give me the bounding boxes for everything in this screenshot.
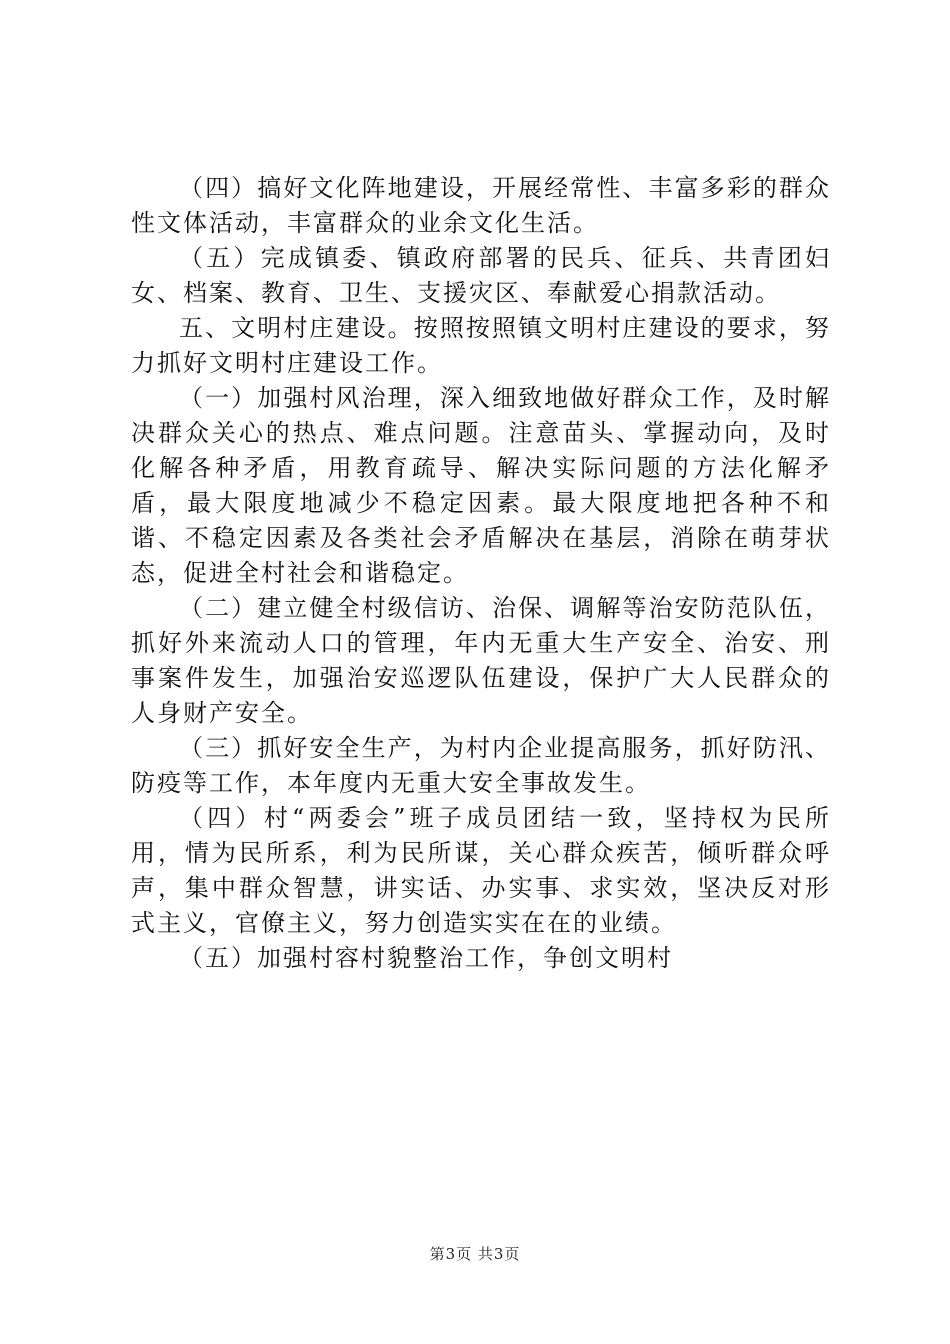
section-heading-civilized-village: 五、文明村庄建设。按照按照镇文明村庄建设的要求，努力抓好文明村庄建设工作。 [131,314,831,377]
paragraph-village-governance: （一）加强村风治理，深入细致地做好群众工作，及时解决群众关心的热点、难点问题。注意苗头、掌握动向，及时化解各种矛盾，用教育疏导、解决实际问题的方法化解矛盾，最大限度地减少不稳定因素。最大限度地把各种不和谐、不稳定因素及各类社会矛盾解决在基层，消除在萌芽状态，促进全村社会和谐稳定。 [131,384,831,587]
paragraph-militia-tasks: （五）完成镇委、镇政府部署的民兵、征兵、共青团妇女、档案、教育、卫生、支援灾区、奉献爱心捐款活动。 [131,244,831,307]
paragraph-village-appearance: （五）加强村容村貌整治工作，争创文明村 [179,944,673,972]
paragraph-public-security: （二）建立健全村级信访、治保、调解等治安防范队伍，抓好外来流动人口的管理，年内无重大生产安全、治安、刑事案件发生，加强治安巡逻队伍建设，保护广大人民群众的人身财产安全。 [131,594,831,727]
document-body [131,171,831,976]
paragraph-committee-unity: （四）村“两委会”班子成员团结一致，坚持权为民所用，情为民所系，利为民所谋，关心群众疾苦，倾听群众呼声，集中群众智慧，讲实话、办实事、求实效，坚决反对形式主义，官僚主义，努力创造实实在在的业绩。 [131,804,831,937]
page-number-footer: 第3页 共3页 [429,1245,521,1263]
paragraph-culture-activities: （四）搞好文化阵地建设，开展经常性、丰富多彩的群众性文体活动，丰富群众的业余文化生活。 [131,174,831,237]
paragraph-safety-production: （三）抓好安全生产，为村内企业提高服务，抓好防汛、防疫等工作，本年度内无重大安全事故发生。 [131,734,831,797]
